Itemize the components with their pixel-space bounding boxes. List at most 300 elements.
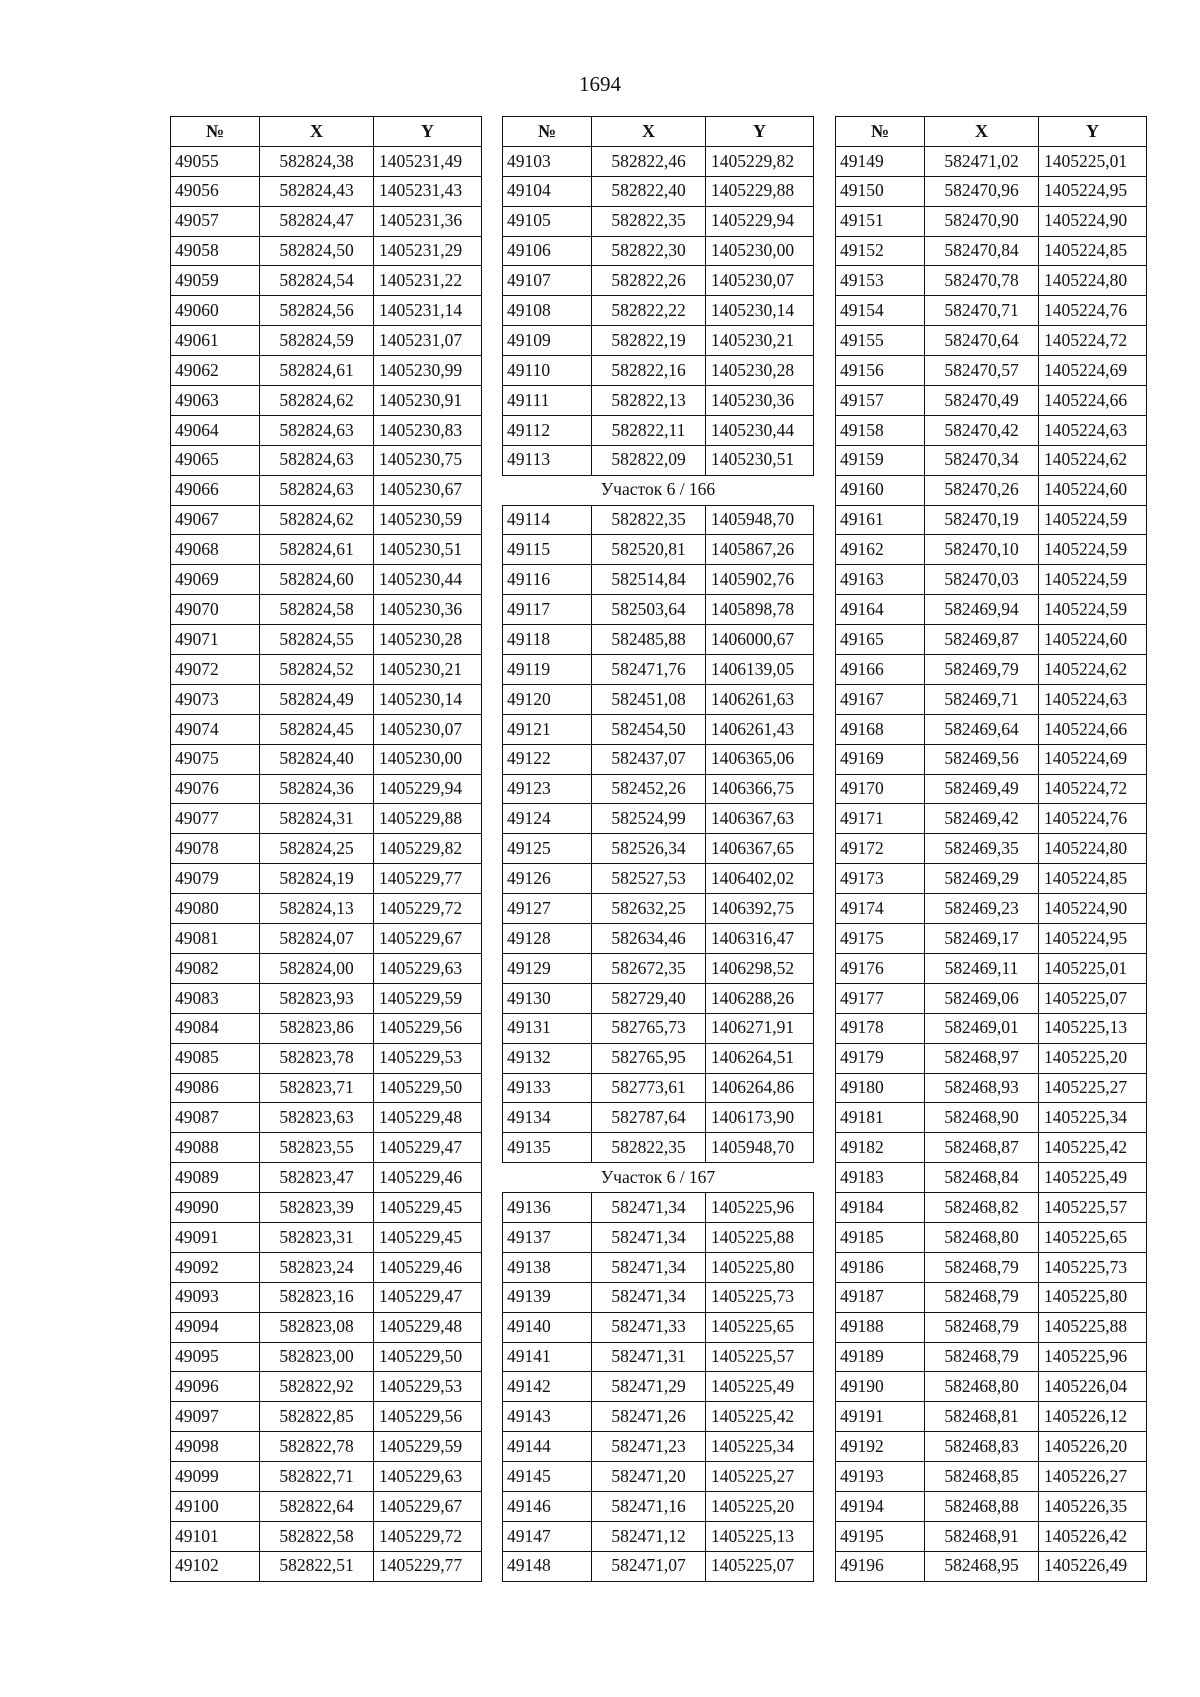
- x-coordinate-cell: 582468,79: [925, 1252, 1039, 1282]
- x-coordinate-cell: 582470,96: [925, 176, 1039, 206]
- point-number-cell: 49107: [503, 266, 592, 296]
- x-coordinate-cell: 582824,62: [260, 386, 374, 416]
- table-row: [836, 415, 1147, 445]
- y-coordinate-cell: 1405229,94: [706, 206, 814, 236]
- table-row: [503, 356, 814, 386]
- table-row: [171, 386, 482, 416]
- table-row: [171, 1193, 482, 1223]
- x-coordinate-cell: 582471,20: [592, 1462, 706, 1492]
- y-coordinate-cell: 1405229,82: [706, 146, 814, 176]
- point-number-cell: 49159: [836, 445, 925, 475]
- y-coordinate-cell: 1405225,42: [706, 1402, 814, 1432]
- y-coordinate-cell: 1405230,21: [374, 655, 482, 685]
- y-coordinate-cell: 1405229,50: [374, 1073, 482, 1103]
- y-coordinate-cell: 1405230,28: [706, 356, 814, 386]
- point-number-cell: 49108: [503, 296, 592, 326]
- table-row: [836, 1073, 1147, 1103]
- y-coordinate-cell: 1405225,27: [706, 1462, 814, 1492]
- y-coordinate-cell: 1405224,62: [1039, 445, 1147, 475]
- table-row: [171, 834, 482, 864]
- y-coordinate-cell: 1405230,14: [706, 296, 814, 326]
- point-number-cell: 49095: [171, 1342, 260, 1372]
- x-coordinate-cell: 582470,03: [925, 565, 1039, 595]
- point-number-cell: 49097: [171, 1402, 260, 1432]
- point-number-cell: 49147: [503, 1521, 592, 1551]
- y-coordinate-cell: 1405229,53: [374, 1372, 482, 1402]
- table-row: [503, 1432, 814, 1462]
- table-row: [171, 1402, 482, 1432]
- section-title: Участок 6 / 167: [503, 1163, 814, 1193]
- x-coordinate-cell: 582824,59: [260, 326, 374, 356]
- table-row: [503, 1312, 814, 1342]
- point-number-cell: 49120: [503, 684, 592, 714]
- x-coordinate-cell: 582469,64: [925, 714, 1039, 744]
- table-row: [171, 1013, 482, 1043]
- point-number-cell: 49169: [836, 744, 925, 774]
- x-coordinate-cell: 582824,07: [260, 924, 374, 954]
- table-row: [503, 1222, 814, 1252]
- y-coordinate-cell: 1406288,26: [706, 983, 814, 1013]
- table-row: [171, 1282, 482, 1312]
- point-number-cell: 49155: [836, 326, 925, 356]
- y-coordinate-cell: 1405229,46: [374, 1163, 482, 1193]
- x-coordinate-cell: 582471,33: [592, 1312, 706, 1342]
- table-row: [836, 266, 1147, 296]
- y-coordinate-cell: 1405225,96: [1039, 1342, 1147, 1372]
- point-number-cell: 49172: [836, 834, 925, 864]
- table-row: [836, 1103, 1147, 1133]
- table-row: [836, 864, 1147, 894]
- x-coordinate-cell: 582824,61: [260, 356, 374, 386]
- point-number-cell: 49068: [171, 535, 260, 565]
- point-number-cell: 49182: [836, 1133, 925, 1163]
- point-number-cell: 49069: [171, 565, 260, 595]
- x-coordinate-cell: 582823,63: [260, 1103, 374, 1133]
- x-coordinate-cell: 582471,34: [592, 1282, 706, 1312]
- y-coordinate-cell: 1405225,80: [1039, 1282, 1147, 1312]
- point-number-cell: 49076: [171, 774, 260, 804]
- y-coordinate-cell: 1405225,20: [706, 1491, 814, 1521]
- table-row: [171, 625, 482, 655]
- y-coordinate-cell: 1405229,59: [374, 983, 482, 1013]
- point-number-cell: 49113: [503, 445, 592, 475]
- y-coordinate-cell: 1405230,51: [374, 535, 482, 565]
- y-coordinate-cell: 1405948,70: [706, 505, 814, 535]
- point-number-cell: 49129: [503, 953, 592, 983]
- y-coordinate-cell: 1406298,52: [706, 953, 814, 983]
- y-coordinate-cell: 1405229,59: [374, 1432, 482, 1462]
- y-coordinate-cell: 1406402,02: [706, 864, 814, 894]
- table-header-row: [836, 117, 1147, 147]
- point-number-cell: 49100: [171, 1491, 260, 1521]
- x-coordinate-cell: 582469,11: [925, 953, 1039, 983]
- x-coordinate-cell: 582468,80: [925, 1222, 1039, 1252]
- table-row: [171, 505, 482, 535]
- x-coordinate-cell: 582822,09: [592, 445, 706, 475]
- table-row: [171, 1462, 482, 1492]
- point-number-cell: 49111: [503, 386, 592, 416]
- table-row: [171, 206, 482, 236]
- y-coordinate-cell: 1405224,66: [1039, 386, 1147, 416]
- point-number-cell: 49109: [503, 326, 592, 356]
- x-coordinate-cell: 582729,40: [592, 983, 706, 1013]
- y-coordinate-cell: 1405224,72: [1039, 774, 1147, 804]
- x-coordinate-cell: 582824,31: [260, 804, 374, 834]
- point-number-cell: 49066: [171, 475, 260, 505]
- x-coordinate-cell: 582468,79: [925, 1342, 1039, 1372]
- x-coordinate-cell: 582471,02: [925, 146, 1039, 176]
- x-coordinate-cell: 582470,84: [925, 236, 1039, 266]
- point-number-cell: 49148: [503, 1551, 592, 1581]
- table-row: [503, 266, 814, 296]
- point-number-cell: 49103: [503, 146, 592, 176]
- point-number-cell: 49078: [171, 834, 260, 864]
- x-coordinate-cell: 582822,35: [592, 1133, 706, 1163]
- table-header-row: [503, 117, 814, 147]
- x-coordinate-cell: 582471,16: [592, 1491, 706, 1521]
- x-coordinate-cell: 582452,26: [592, 774, 706, 804]
- table-row: [171, 415, 482, 445]
- point-number-cell: 49143: [503, 1402, 592, 1432]
- point-number-cell: 49092: [171, 1252, 260, 1282]
- y-coordinate-cell: 1406365,06: [706, 744, 814, 774]
- x-coordinate-cell: 582471,34: [592, 1222, 706, 1252]
- header-x: X: [260, 117, 374, 147]
- table-row: [171, 1551, 482, 1581]
- table-row: [503, 296, 814, 326]
- x-coordinate-cell: 582468,81: [925, 1402, 1039, 1432]
- table-row: [836, 445, 1147, 475]
- table-row: [171, 655, 482, 685]
- y-coordinate-cell: 1405225,13: [706, 1521, 814, 1551]
- table-row: [836, 206, 1147, 236]
- x-coordinate-cell: 582822,35: [592, 505, 706, 535]
- point-number-cell: 49142: [503, 1372, 592, 1402]
- table-row: [503, 1462, 814, 1492]
- y-coordinate-cell: 1405225,20: [1039, 1043, 1147, 1073]
- table-row: [836, 1133, 1147, 1163]
- y-coordinate-cell: 1405229,63: [374, 953, 482, 983]
- x-coordinate-cell: 582823,71: [260, 1073, 374, 1103]
- x-coordinate-cell: 582824,19: [260, 864, 374, 894]
- table-row: [503, 1342, 814, 1372]
- x-coordinate-cell: 582823,47: [260, 1163, 374, 1193]
- table-row: [836, 625, 1147, 655]
- table-row: [171, 475, 482, 505]
- point-number-cell: 49073: [171, 684, 260, 714]
- table-row: [503, 744, 814, 774]
- table-row: [836, 1252, 1147, 1282]
- y-coordinate-cell: 1405224,85: [1039, 864, 1147, 894]
- x-coordinate-cell: 582822,46: [592, 146, 706, 176]
- point-number-cell: 49055: [171, 146, 260, 176]
- point-number-cell: 49188: [836, 1312, 925, 1342]
- x-coordinate-cell: 582471,26: [592, 1402, 706, 1432]
- point-number-cell: 49063: [171, 386, 260, 416]
- point-number-cell: 49173: [836, 864, 925, 894]
- table-row: [503, 1252, 814, 1282]
- table-row: [171, 1342, 482, 1372]
- x-coordinate-cell: 582822,58: [260, 1521, 374, 1551]
- table-row: [836, 983, 1147, 1013]
- x-coordinate-cell: 582526,34: [592, 834, 706, 864]
- table-row: [503, 834, 814, 864]
- x-coordinate-cell: 582468,91: [925, 1521, 1039, 1551]
- point-number-cell: 49058: [171, 236, 260, 266]
- point-number-cell: 49178: [836, 1013, 925, 1043]
- y-coordinate-cell: 1405230,00: [706, 236, 814, 266]
- x-coordinate-cell: 582822,85: [260, 1402, 374, 1432]
- x-coordinate-cell: 582824,62: [260, 505, 374, 535]
- x-coordinate-cell: 582822,35: [592, 206, 706, 236]
- x-coordinate-cell: 582824,54: [260, 266, 374, 296]
- y-coordinate-cell: 1405225,42: [1039, 1133, 1147, 1163]
- x-coordinate-cell: 582470,64: [925, 326, 1039, 356]
- table-row: [503, 983, 814, 1013]
- point-number-cell: 49146: [503, 1491, 592, 1521]
- x-coordinate-cell: 582634,46: [592, 924, 706, 954]
- table-row: [836, 1043, 1147, 1073]
- y-coordinate-cell: 1405224,95: [1039, 176, 1147, 206]
- y-coordinate-cell: 1405225,01: [1039, 146, 1147, 176]
- table-row: [836, 595, 1147, 625]
- y-coordinate-cell: 1405224,59: [1039, 505, 1147, 535]
- x-coordinate-cell: 582672,35: [592, 953, 706, 983]
- table-row: [836, 176, 1147, 206]
- table-row: [503, 535, 814, 565]
- point-number-cell: 49128: [503, 924, 592, 954]
- table-row: [836, 505, 1147, 535]
- y-coordinate-cell: 1405231,22: [374, 266, 482, 296]
- table-row: [836, 953, 1147, 983]
- table-row: [836, 1402, 1147, 1432]
- x-coordinate-cell: 582485,88: [592, 625, 706, 655]
- x-coordinate-cell: 582824,25: [260, 834, 374, 864]
- x-coordinate-cell: 582787,64: [592, 1103, 706, 1133]
- y-coordinate-cell: 1405229,72: [374, 1521, 482, 1551]
- y-coordinate-cell: 1405224,59: [1039, 595, 1147, 625]
- table-row: [171, 1521, 482, 1551]
- table-row: [171, 326, 482, 356]
- y-coordinate-cell: 1405224,85: [1039, 236, 1147, 266]
- y-coordinate-cell: 1405224,59: [1039, 565, 1147, 595]
- x-coordinate-cell: 582469,71: [925, 684, 1039, 714]
- x-coordinate-cell: 582468,80: [925, 1372, 1039, 1402]
- table-row: [171, 1312, 482, 1342]
- point-number-cell: 49158: [836, 415, 925, 445]
- y-coordinate-cell: 1405224,66: [1039, 714, 1147, 744]
- y-coordinate-cell: 1405229,53: [374, 1043, 482, 1073]
- point-number-cell: 49112: [503, 415, 592, 445]
- x-coordinate-cell: 582520,81: [592, 535, 706, 565]
- point-number-cell: 49150: [836, 176, 925, 206]
- point-number-cell: 49151: [836, 206, 925, 236]
- point-number-cell: 49091: [171, 1222, 260, 1252]
- point-number-cell: 49115: [503, 535, 592, 565]
- x-coordinate-cell: 582454,50: [592, 714, 706, 744]
- x-coordinate-cell: 582470,19: [925, 505, 1039, 535]
- y-coordinate-cell: 1405229,48: [374, 1312, 482, 1342]
- y-coordinate-cell: 1405230,44: [374, 565, 482, 595]
- point-number-cell: 49153: [836, 266, 925, 296]
- x-coordinate-cell: 582824,38: [260, 146, 374, 176]
- x-coordinate-cell: 582822,71: [260, 1462, 374, 1492]
- point-number-cell: 49082: [171, 953, 260, 983]
- x-coordinate-cell: 582824,36: [260, 774, 374, 804]
- point-number-cell: 49132: [503, 1043, 592, 1073]
- point-number-cell: 49114: [503, 505, 592, 535]
- point-number-cell: 49186: [836, 1252, 925, 1282]
- point-number-cell: 49074: [171, 714, 260, 744]
- x-coordinate-cell: 582468,87: [925, 1133, 1039, 1163]
- point-number-cell: 49102: [171, 1551, 260, 1581]
- x-coordinate-cell: 582471,29: [592, 1372, 706, 1402]
- y-coordinate-cell: 1405229,67: [374, 1491, 482, 1521]
- point-number-cell: 49139: [503, 1282, 592, 1312]
- coordinates-table-1: [170, 116, 482, 1582]
- point-number-cell: 49118: [503, 625, 592, 655]
- x-coordinate-cell: 582471,12: [592, 1521, 706, 1551]
- y-coordinate-cell: 1405229,46: [374, 1252, 482, 1282]
- y-coordinate-cell: 1406367,65: [706, 834, 814, 864]
- table-row: [503, 655, 814, 685]
- table-row: [503, 206, 814, 236]
- x-coordinate-cell: 582470,34: [925, 445, 1039, 475]
- point-number-cell: 49135: [503, 1133, 592, 1163]
- table-row: [171, 1103, 482, 1133]
- table-row: [503, 1491, 814, 1521]
- y-coordinate-cell: 1405225,07: [706, 1551, 814, 1581]
- table-row: [171, 774, 482, 804]
- x-coordinate-cell: 582469,56: [925, 744, 1039, 774]
- table-row: [503, 774, 814, 804]
- point-number-cell: 49179: [836, 1043, 925, 1073]
- x-coordinate-cell: 582822,92: [260, 1372, 374, 1402]
- y-coordinate-cell: 1406316,47: [706, 924, 814, 954]
- y-coordinate-cell: 1405224,60: [1039, 625, 1147, 655]
- y-coordinate-cell: 1405229,67: [374, 924, 482, 954]
- table-row: [836, 655, 1147, 685]
- y-coordinate-cell: 1405229,45: [374, 1193, 482, 1223]
- point-number-cell: 49137: [503, 1222, 592, 1252]
- table-row: [836, 535, 1147, 565]
- y-coordinate-cell: 1405231,43: [374, 176, 482, 206]
- table-row: [836, 236, 1147, 266]
- point-number-cell: 49098: [171, 1432, 260, 1462]
- point-number-cell: 49168: [836, 714, 925, 744]
- table-row: [836, 1222, 1147, 1252]
- y-coordinate-cell: 1406367,63: [706, 804, 814, 834]
- point-number-cell: 49181: [836, 1103, 925, 1133]
- table-row: [836, 894, 1147, 924]
- y-coordinate-cell: 1405224,90: [1039, 894, 1147, 924]
- table-row: [836, 326, 1147, 356]
- table-row: [171, 864, 482, 894]
- y-coordinate-cell: 1405224,76: [1039, 804, 1147, 834]
- x-coordinate-cell: 582824,63: [260, 415, 374, 445]
- point-number-cell: 49194: [836, 1491, 925, 1521]
- point-number-cell: 49062: [171, 356, 260, 386]
- y-coordinate-cell: 1405225,49: [706, 1372, 814, 1402]
- y-coordinate-cell: 1405230,00: [374, 744, 482, 774]
- table-row: [836, 1372, 1147, 1402]
- point-number-cell: 49101: [171, 1521, 260, 1551]
- point-number-cell: 49071: [171, 625, 260, 655]
- x-coordinate-cell: 582470,49: [925, 386, 1039, 416]
- y-coordinate-cell: 1405231,49: [374, 146, 482, 176]
- point-number-cell: 49183: [836, 1163, 925, 1193]
- y-coordinate-cell: 1405225,27: [1039, 1073, 1147, 1103]
- y-coordinate-cell: 1405225,01: [1039, 953, 1147, 983]
- y-coordinate-cell: 1405224,90: [1039, 206, 1147, 236]
- table-row: [171, 1073, 482, 1103]
- x-coordinate-cell: 582824,50: [260, 236, 374, 266]
- y-coordinate-cell: 1405898,78: [706, 595, 814, 625]
- x-coordinate-cell: 582823,08: [260, 1312, 374, 1342]
- table-row: [503, 146, 814, 176]
- table-row: [171, 1252, 482, 1282]
- table-row: [503, 1103, 814, 1133]
- x-coordinate-cell: 582823,93: [260, 983, 374, 1013]
- x-coordinate-cell: 582822,11: [592, 415, 706, 445]
- table-row: [171, 1372, 482, 1402]
- y-coordinate-cell: 1405230,67: [374, 475, 482, 505]
- x-coordinate-cell: 582471,23: [592, 1432, 706, 1462]
- y-coordinate-cell: 1406173,90: [706, 1103, 814, 1133]
- y-coordinate-cell: 1405224,62: [1039, 655, 1147, 685]
- x-coordinate-cell: 582468,83: [925, 1432, 1039, 1462]
- table-row: [503, 1193, 814, 1223]
- point-number-cell: 49144: [503, 1432, 592, 1462]
- y-coordinate-cell: 1405225,57: [1039, 1193, 1147, 1223]
- point-number-cell: 49180: [836, 1073, 925, 1103]
- x-coordinate-cell: 582468,95: [925, 1551, 1039, 1581]
- y-coordinate-cell: 1405224,63: [1039, 415, 1147, 445]
- y-coordinate-cell: 1405231,29: [374, 236, 482, 266]
- point-number-cell: 49152: [836, 236, 925, 266]
- table-row: [836, 804, 1147, 834]
- point-number-cell: 49136: [503, 1193, 592, 1223]
- point-number-cell: 49116: [503, 565, 592, 595]
- x-coordinate-cell: 582469,49: [925, 774, 1039, 804]
- table-row: [503, 1402, 814, 1432]
- point-number-cell: 49166: [836, 655, 925, 685]
- table-row: [836, 714, 1147, 744]
- point-number-cell: 49083: [171, 983, 260, 1013]
- point-number-cell: 49131: [503, 1013, 592, 1043]
- table-row: [836, 684, 1147, 714]
- point-number-cell: 49085: [171, 1043, 260, 1073]
- y-coordinate-cell: 1405226,35: [1039, 1491, 1147, 1521]
- x-coordinate-cell: 582822,26: [592, 266, 706, 296]
- point-number-cell: 49075: [171, 744, 260, 774]
- x-coordinate-cell: 582468,85: [925, 1462, 1039, 1492]
- table-row: [503, 1521, 814, 1551]
- table-row: [171, 983, 482, 1013]
- y-coordinate-cell: 1405224,72: [1039, 326, 1147, 356]
- point-number-cell: 49080: [171, 894, 260, 924]
- coordinates-table-3: [835, 116, 1147, 1582]
- point-number-cell: 49160: [836, 475, 925, 505]
- x-coordinate-cell: 582822,64: [260, 1491, 374, 1521]
- point-number-cell: 49059: [171, 266, 260, 296]
- point-number-cell: 49106: [503, 236, 592, 266]
- x-coordinate-cell: 582468,90: [925, 1103, 1039, 1133]
- x-coordinate-cell: 582469,94: [925, 595, 1039, 625]
- point-number-cell: 49096: [171, 1372, 260, 1402]
- x-coordinate-cell: 582471,34: [592, 1193, 706, 1223]
- table-row: [836, 565, 1147, 595]
